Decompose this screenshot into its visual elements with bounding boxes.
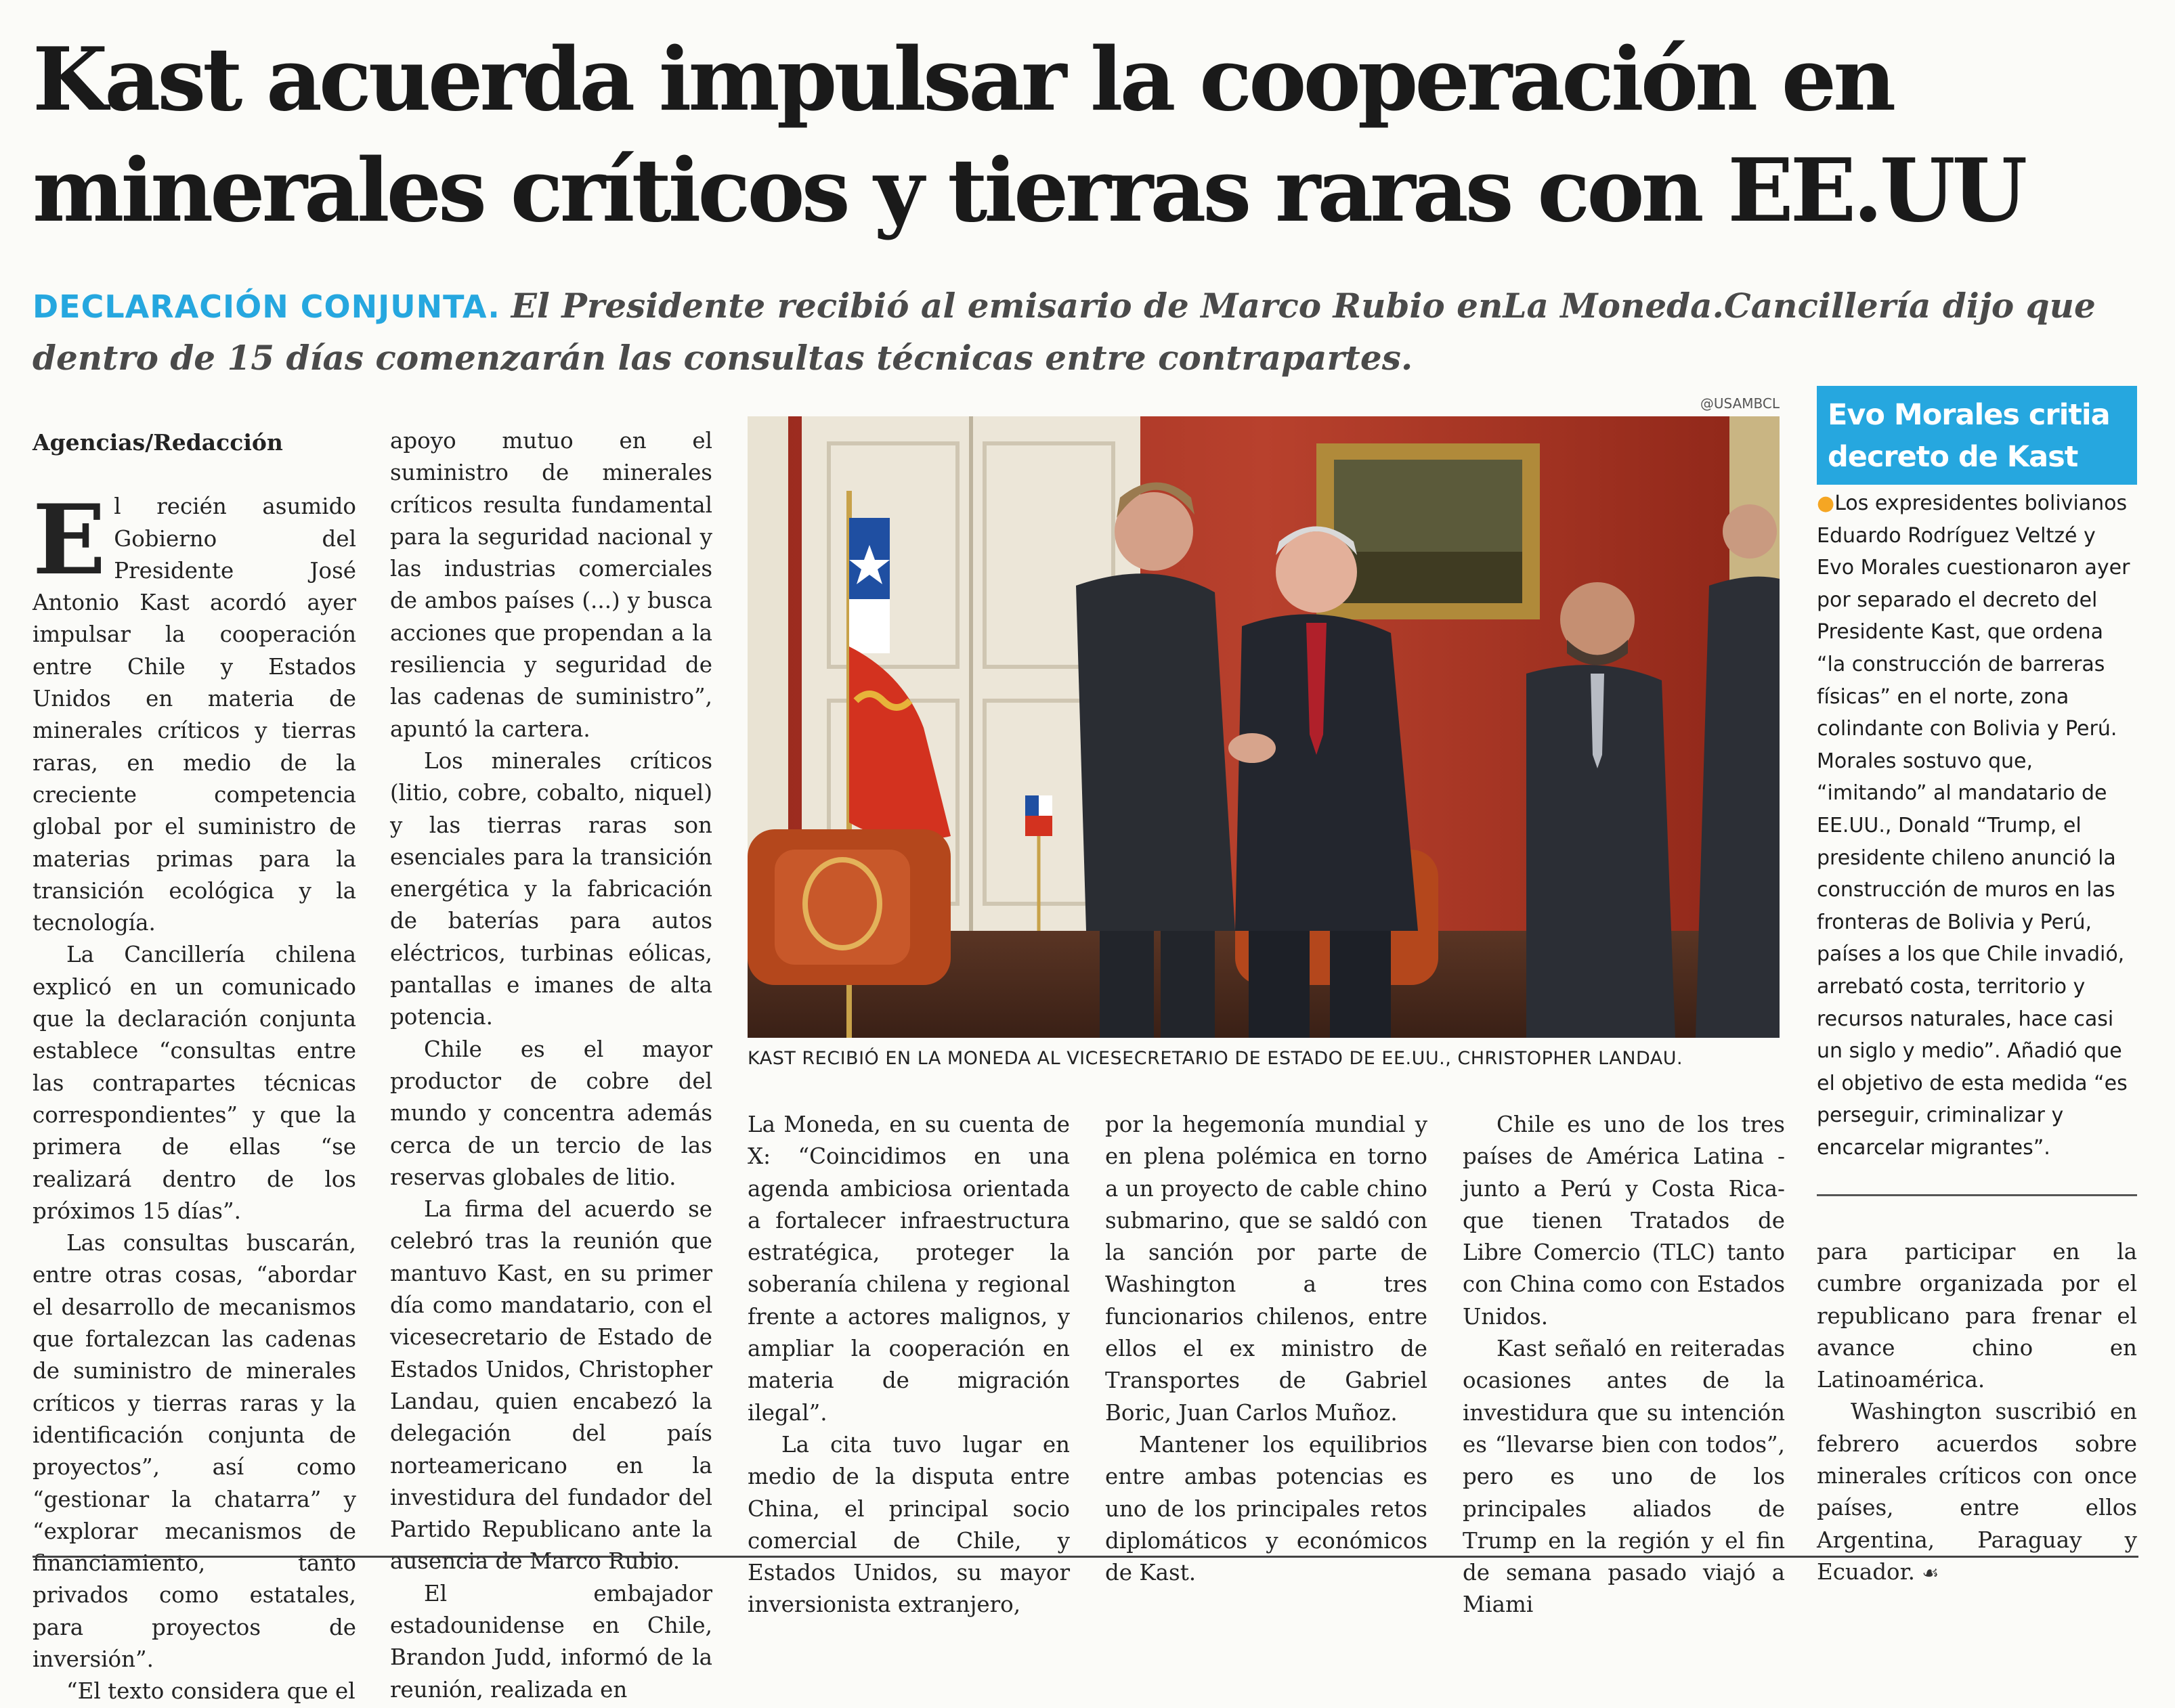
- deck: [33, 280, 2145, 384]
- paragraph: La cita tuvo lugar en medio de la disputa entre China, el principal socio comercial de Chile, y Estados Unidos, su mayor inversionista extranjero,: [748, 1431, 1070, 1618]
- deck-text: El Presidente recibió al emisario de Marco Rubio enLa Moneda.Cancillería dijo que dentro de 15 días comenzarán las consultas técnicas entre contrapartes.: [33, 286, 2096, 378]
- headline: Kast acuerda impulsar la cooperación en minerales críticos y tierras raras con EE.UU: [33, 29, 2025, 242]
- paragraph-text: l recién asumido Gobierno del Presidente José Antonio Kast acordó ayer impulsar la cooperación entre Chile y Estados Unidos en materia de minerales críticos y tierras raras, en medio de la creciente competencia global por el suministro de materias primas para la transición ecológica y la tecnología.: [33, 494, 356, 936]
- paragraph: Chile es el mayor productor de cobre del mundo y concentra además cerca de un tercio de las reservas globales de litio.: [390, 1036, 712, 1190]
- paragraph: Kast señaló en reiteradas ocasiones antes de la investidura que su intención es “llevarse bien con todos”, pero es uno de los principales aliados de Trump en la región y el fin de semana pasado viajó a Miami: [1463, 1336, 1785, 1618]
- paragraph: El embajador estadounidense en Chile, Brandon Judd, informó de la reunión, realizada en: [390, 1580, 712, 1703]
- paragraph: [1817, 1396, 2137, 1589]
- article-column-2: [390, 425, 712, 1703]
- news-photo: [748, 416, 1780, 1038]
- sidebar-paragraph: [1817, 487, 2137, 1164]
- article-column-3: [748, 1109, 1070, 1618]
- bullet-dot-icon: ●: [1817, 491, 1835, 515]
- article-column-6: [1817, 1236, 2137, 1585]
- article-column-4: [1105, 1109, 1427, 1586]
- paragraph: para participar en la cumbre organizada por el republicano para frenar el avance chino en Latinoamérica.: [1817, 1239, 2137, 1393]
- byline: Agencias/Redacción: [33, 429, 283, 456]
- paragraph: La Moneda, en su cuenta de X: “Coincidimos en una agenda ambiciosa orientada a fortalecer infraestructura estratégica, proteger la soberanía chilena y regional frente a actores malignos, y ampliar la cooperación en materia de migración ilegal”.: [748, 1112, 1070, 1426]
- paragraph-text: Washington suscribió en febrero acuerdos sobre minerales críticos con once países, entre ellos Argentina, Paraguay y Ecuador.: [1817, 1399, 2137, 1585]
- photo-credit: @USAMBCL: [1700, 395, 1780, 412]
- drop-cap: E: [33, 484, 106, 597]
- paragraph: “El texto considera que el: [66, 1678, 356, 1705]
- lead-paragraph: [33, 484, 356, 939]
- bottom-divider: [33, 1556, 2138, 1558]
- paragraph: Chile es uno de los tres países de América Latina -junto a Perú y Costa Rica- que tienen Tratados de Libre Comercio (TLC) tanto con China como con Estados Unidos.: [1463, 1112, 1785, 1330]
- paragraph: Mantener los equilibrios entre ambas potencias es uno de los principales retos diplomáticos y económicos de Kast.: [1105, 1431, 1427, 1586]
- end-mark-icon: ☙: [1922, 1561, 1939, 1584]
- paragraph: apoyo mutuo en el suministro de minerales críticos resulta fundamental para la seguridad nacional y las industrias comerciales de ambos países (...) y busca acciones que propendan a la resiliencia y seguridad de las cadenas de suministro”, apuntó la cartera.: [390, 428, 712, 742]
- paragraph: Las consultas buscarán, entre otras cosas, “abordar el desarrollo de mecanismos que fortalezcan las cadenas de suministro de minerales críticos y tierras raras y la identificación conjunta de proyectos”, así como “gestionar la chatarra” y “explorar mecanismos de financiamiento, tanto privados como estatales, para proyectos de inversión”.: [33, 1230, 356, 1672]
- photo-caption: KAST RECIBIÓ EN LA MONEDA AL VICESECRETARIO DE ESTADO DE EE.UU., CHRISTOPHER LANDAU.: [748, 1048, 1683, 1069]
- sidebar-title: Evo Morales critia decreto de Kast: [1817, 386, 2137, 485]
- article-column-5: [1463, 1109, 1785, 1618]
- sidebar-text: Los expresidentes bolivianos Eduardo Rodríguez Veltzé y Evo Morales cuestionaron ayer por separado el decreto del Presidente Kast, que ordena “la construcción de barreras físicas” en el norte, zona colindante con Bolivia y Perú. Morales sostuvo que, “imitando” al mandatario de EE.UU., Donald “Trump, el presidente chileno anunció la construcción de muros en las fronteras de Bolivia y Perú, países a los que Chile invadió, arrebató costa, territorio y recursos naturales, hace casi un siglo y medio”. Añadió que el objetivo de esta medida “es perseguir, criminalizar y encarcelar migrantes”.: [1817, 491, 2130, 1160]
- article-column-1: [33, 426, 356, 1705]
- divider: [1817, 1194, 2137, 1196]
- paragraph: La firma del acuerdo se celebró tras la reunión que mantuvo Kast, en su primer día como mandatario, con el vicesecretario de Estado de Estados Unidos, Christopher Landau, quien encabezó la delegación del país norteamericano en la investidura del fundador del Partido Republicano ante la ausencia de Marco Rubio.: [390, 1196, 712, 1575]
- paragraph: por la hegemonía mundial y en plena polémica en torno a un proyecto de cable chino submarino, que se saldó con la sanción por parte de Washington a tres funcionarios chilenos, entre ellos el ex ministro de Transportes de Gabriel Boric, Juan Carlos Muñoz.: [1105, 1112, 1427, 1426]
- sidebar-body: [1817, 487, 2137, 1164]
- paragraph: Los minerales críticos (litio, cobre, cobalto, niquel) y las tierras raras son esenciales para la transición energética y la fabricación de baterías para autos eléctricos, turbinas eólicas, pantallas e imanes de alta potencia.: [390, 747, 712, 1030]
- deck-kicker: DECLARACIÓN CONJUNTA.: [33, 288, 500, 325]
- paragraph: La Cancillería chilena explicó en un comunicado que la declaración conjunta establece “consultas entre las contrapartes técnicas correspondientes” y que la primera de ellas “se realizará dentro de los próximos 15 días”.: [33, 942, 356, 1224]
